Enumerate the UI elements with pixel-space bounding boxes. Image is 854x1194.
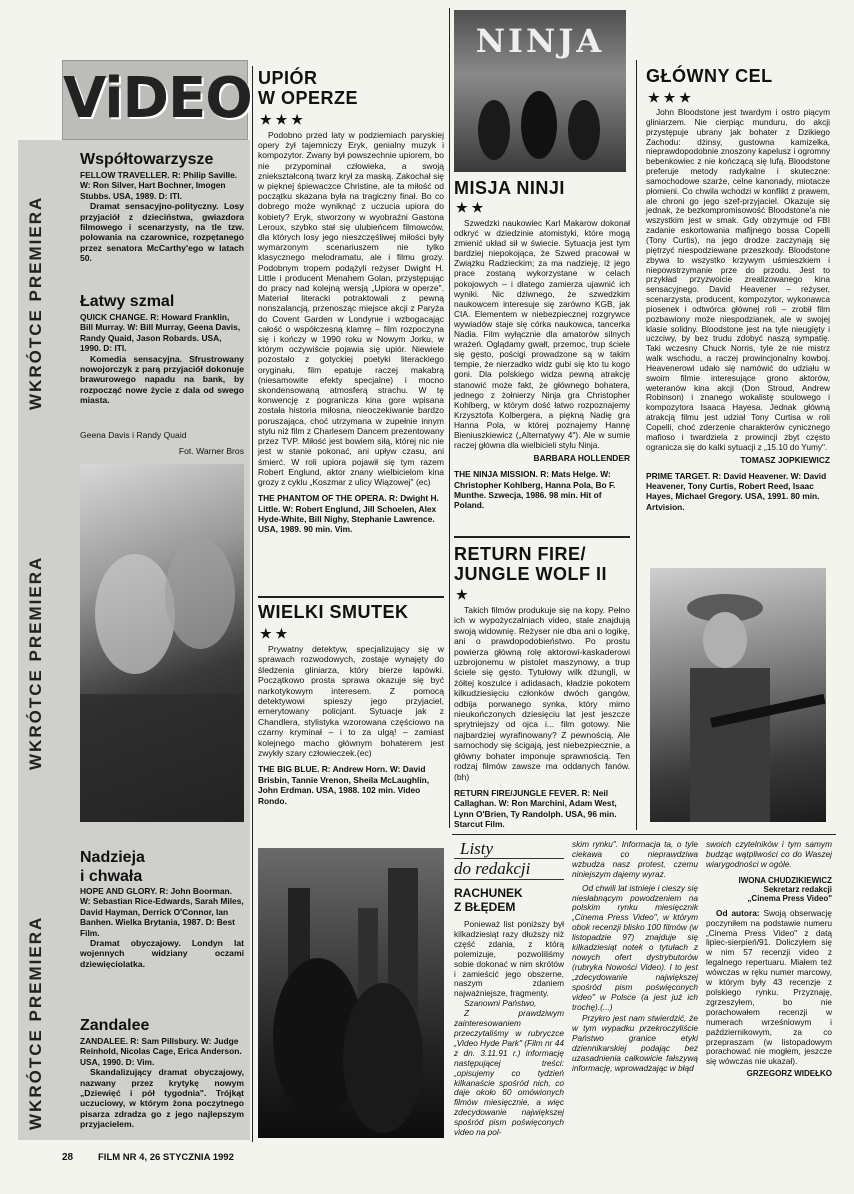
author-reply-label: Od autora:: [716, 907, 760, 918]
review-text: Szwedzki naukowiec Karl Makarow dokonał odkryć w dziedzinie atomistyki, które mogą zmienić układ sił w świecie. Sytuacja jest tym bardziej niepokojąca, że Szwed pracował w Związku Radzieckim; za ma nadzieję, iż jego prace zostaną wykorzystane w celach pokojowych – i dlatego zamierza ujawnić ich wyniki. Nic dziwnego, że szwedzkim naukowcem interesuje się zarówno KGB, jak CIA. Elementem w niebezpiecznej rozgrywce wywiadów staje się córka naukowca, tancerka Nadia. Film wyłącznie dla amatorów silnych wrażeń. Oglądamy gwałt, przemoc, trup ściele się gęsto, pościgi prowadzone są w takim tempie, że nierzadko widz gubi się kto tu kogo goni. Dla polskiego widza pewną atrakcję stanowić może fakt, że głównego bohatera, jednego z żołnierzy Ninja gra Christopher Kohlberg, w którym dość łatwo rozpoznajemy Krzysztofa Kolbergera, a piękną Nadię gra Hanna Pola, w której poznajemy Hannę Bieniuszkiewicz („Alternatywy 4"). Ale w sumie raczej główna dla wielbicieli stylu Ninja.: [454, 218, 630, 451]
photo-gunman: [650, 568, 826, 822]
review-credits: RETURN FIRE/JUNGLE FEVER. R: Neil Callaghan. W: Ron Marchini, Adam West, Lynn O'Brien, Ty Randolph. USA, 96 min. Starcut Film.: [454, 787, 617, 830]
film-credits: ZANDALEE. R: Sam Pillsbury. W: Judge Reinhold, Nicolas Cage, Erica Anderson. USA, 1990. D: Vim.: [80, 1036, 242, 1067]
review-title: WIELKI SMUTEK: [258, 602, 409, 622]
poster-ninja-mission: [454, 10, 626, 172]
review-title: MISJA NINJI: [454, 178, 565, 198]
review-title: GŁÓWNY CEL: [646, 66, 773, 86]
film-title: Zandalee: [80, 1017, 150, 1034]
letter-intro: Ponieważ list poniższy był kilkadziesiąt razy dłuższy niż część zdania, z którą polemizuje, pozwoliliśmy sobie dokonać w nim skrótów i zamieścić jego obszerne, naszym zdaniem najważniejsze, fragmenty.: [454, 919, 564, 999]
review-title-line2: JUNGLE WOLF II: [454, 564, 607, 584]
review-title-line1: RETURN FIRE/: [454, 544, 586, 564]
rating-stars: ★★: [456, 200, 488, 215]
video-logo-text: ViDEO: [63, 66, 252, 131]
review-upior-w-operze: [258, 68, 444, 535]
review-author: BARBARA HOLLENDER: [533, 453, 630, 464]
page-number: 28: [62, 1152, 74, 1163]
letter-column-3: [706, 840, 832, 1078]
review-title-line2: W OPERZE: [258, 88, 359, 108]
letter-body-4: Przykro jest nam stwierdzić, że w tym wypadku przekroczyliście Państwo granice etyki dziennikarskiej podając bez uzasadnienia całkowicie fałszywą informację, wprowadzając w błąd: [572, 1013, 698, 1073]
column-divider: [449, 8, 450, 828]
film-text: Komedia sensacyjna. Sfrustrowany nowojorczyk z parą przyjaciół dokonuje brawurowego napadu na bank, by rozpocząć nowe życie z dala od swego miasta.: [80, 353, 244, 406]
review-text: John Bloodstone jest twardym i ostro piącym gliniarzem. Nie cierpiąc munduru, do akcji przystępuje ubrany jak bohater z Dzikiego Zachodu: dżinsy, gustowna kamizelka, nieprawdopodobnie znoszony kapelusz i ogromny bebenkowiec z nie kończącą się lufą. Bloodstone preferuje metody radykalne i skuteczne: samochodowe szarże, celne kanonady, miotacze płomieni. Co chwila wchodzi w konflikt z prawem, ale chroni go jego szef-przyjaciel. Okazuje się jednak, że bezkompromisowość Bloodstone'a nie wszystkim jest w smak. Gdy otrzymuje od FBI zadanie eskortowania mafijnego bossa Copelli (Tony Curtis), na jego drodze zaczynają się piętrzyć niespodziewane przeszkody. Bloodstone zbywa to wszystko krzywym uśmieszkiem i niepowstrzymanie prze do przodu. Jest to przykład przyzwoicie zrealizowanego kina sensacyjnego. David Heavener – reżyser, scenarzysta, producent, kompozytor, wykonawca piosenek i odtwórca głównej roli – zrobił film pozbawiony może niespodzianek, ale w swojej klasie solidny. Bloodstone jest na tyle nieugięty i uczciwy, by bez trudu zdobyć naszą sympatię. Taki wczesny Chuck Norris, tyle że nie mistrz walk wschodu, a raczej prowincjonalny kowboj. Heavenerowi udało się namówić do udziału w swoim filmie interesujące grono aktorów, weteranów kina akcji (Don Stroud, Andrew Robinson) i znanego wokalistę soulowego i kompozytora Isaaca Hayesa. Jednak główną atrakcją filmu jest udział Tony Curtisa w roli Copelli, choć zderzenie charakterów cynicznego mafioso i twardziela z prowincji zbyt często ogranicza się do kalki sytuacji z „15.10 do Yumy".: [646, 107, 830, 452]
film-title-line1: Nadzieja: [80, 849, 145, 866]
film-credits: HOPE AND GLORY. R: John Boorman. W: Sebastian Rice-Edwards, Sarah Miles, David Hayman, Derrick O'Connor, Ian Banhen. Wielka Brytania, 1987. D: Best Film.: [80, 886, 244, 938]
film-credits: FELLOW TRAVELLER. R: Philip Saville. W: Ron Silver, Hart Bochner, Imogen Stubbs. USA, 1989. D: ITI.: [80, 170, 238, 201]
letter-body-5: swoich czytelników i tym samym budząc wątpliwości co do Waszej wiarygodności w ogóle.: [706, 839, 832, 869]
video-logo: [62, 60, 252, 140]
side-banner-3: WKRÓTCE PREMIERA: [26, 915, 45, 1130]
review-credits: PRIME TARGET. R: David Heavener. W: David Heavener, Tony Curtis, Robert Reed, Isaac Hayes, Michael Gregory. USA, 1991. 80 min. Artvision.: [646, 470, 827, 512]
column-divider: [636, 60, 637, 830]
letter-body-2: skim rynku". Informacja ta, o tyle ciekawa co nieprawdziwa wzbudza nasz protest, czemu niniejszym dajemy wyraz.: [572, 839, 698, 879]
photo-city-skyline: [258, 848, 444, 1138]
letter-body-1: Z prawdziwym zainteresowaniem przeczytaliśmy w rubryczce „Video Hyde Park" (Film nr 44 z dn. 3.11.91 r.) informację następującej treści: „opisujemy co tydzień kilkanaście spośród nich, co daje około 60 omówionych filmów miesięcznie, a więc zdecydowanie największej spośród pism poświęconych video na pol-: [454, 1008, 564, 1138]
film-credits: QUICK CHANGE. R: Howard Franklin, Bill Murray. W: Bill Murray, Geena Davis, Randy Quaid, Jason Robards. USA, 1990. D: ITI.: [80, 312, 241, 354]
side-banner-2: WKRÓTCE PREMIERA: [26, 555, 45, 770]
review-text: Podobno przed laty w podziemiach paryskiej opery żył tajemniczy Eryk, genialny muzyk i kompozytor. Zwany był powszechnie upiorem, bo nie przypominał człowieka, a swoją zniekształconą twarz krył za maską. Zakochał się w pięknej śpiewaczce Christine, ale ta miłość od początku skazana była na tragiczny finał. Bo co dobrego może wyniknąć z uczucia upiora do kobiety? Eryk, stworzony w wyobraźni Gastona Leroux, szybko stał się ulubieńcem filmowców, dla których losy jego nieszczęśliwej miłości były wymarzonym scenariuszem nie tylko klasycznego melodramatu, ale i filmu grozy. Podobnym tropem podążyli reżyser Dwight H. Little i producent Menahem Golan, przystępując do pracy nad kolejną wersją „Upiora w operze". Materiał literacki potraktowali z pewną nonszalancją, przenosząc miejsce akcji z Paryża do Covent Garden w Londynie i wzbogacając całość o współczesną klamrę – film rozpoczyna się i kończy w 1990 roku w Nowym Jorku, w którym oczywiście pojawia się upiór. Niewiele pozostało z gotyckiej poetyki literackiego oryginału, film epatuje raczej makabrą (niesamowite efekty specjalne) i mocno skondensowaną atmosferą strachu. W tę konwencję z pogranicza kina gore wpisana została historia miłosna, nieoczekiwanie bardzo poruszająca, choć utrzymana w zupełnie innym stylu niż film z Charlesem Dancem prezentowany przez TVP. Miłość jest bowiem siłą, której nic nie jest w stanie pokonać, ani upływ czasu, ani śmierć. W roli upiora pojawił się tym razem Robert Englund, aktor znany wielbicielom kina grozy z cyklu „Koszmar z ulicy Wiązowej" (ec): [258, 130, 444, 487]
column-divider: [252, 66, 253, 1142]
film-title: Współtowarzysze: [80, 151, 214, 168]
review-glowny-cel: [646, 66, 830, 512]
film-title: Łatwy szmal: [80, 293, 175, 310]
rating-stars: ★★: [260, 626, 292, 641]
side-banner-1: WKRÓTCE PREMIERA: [26, 195, 45, 410]
letters-header: [454, 840, 564, 1138]
film-text: Dramat obyczajowy. Londyn lat wojennych widziany oczami dziewięciolatka.: [80, 938, 244, 969]
film-wspoltowarzysze: [80, 150, 244, 264]
author-signature: GRZEGORZ WIDEŁKO: [746, 1069, 832, 1079]
review-text: Prywatny detektyw, specjalizujący się w sprawach rozwodowych, zostaje wynajęty do śledzenia gliniarza, który bierze łapówki. Początkowo prosta sprawa okazuje się być narkotykowym interesem. Z pomocą detektywowi spieszy jego przyjaciel, emerytowany policjant. Sytuacje jak z Chandlera, stylistyka wzorowana częściowo na czarny kryminał – i to za ulgą! – zamiast kolejnego macho głównym bohaterem jest zwykły szary człowieczek.(ec): [258, 644, 444, 759]
issue-info: FILM NR 4, 26 STYCZNIA 1992: [98, 1152, 234, 1163]
review-title-line1: UPIÓR: [258, 68, 318, 88]
rating-stars: ★★★: [648, 90, 695, 105]
letters-header-line1: Listy: [454, 840, 564, 859]
photo-big-blue: [258, 848, 444, 1138]
film-text: Skandalizujący dramat obyczajowy, nazwany przez krytykę nowym „Dziewięć i pół tygodnia". Trójkąt uczuciowy, w którym żona poczytnego pisarza zdradza go z jego najlepszym przyjacielem.: [80, 1067, 244, 1130]
review-misja-ninji: [454, 178, 630, 511]
rating-stars: ★: [456, 587, 472, 602]
review-author: TOMASZ JOPKIEWICZ: [740, 454, 830, 465]
review-credits: THE NINJA MISSION. R: Mats Helge. W: Christopher Kohlberg, Hanna Pola, Bo F. Munthe. Szwecja, 1986. 98 min. Hit of Poland.: [454, 469, 616, 511]
review-wielki-smutek: [258, 602, 444, 806]
poster-title: NINJA: [475, 22, 605, 60]
rating-stars: ★★★: [260, 112, 307, 127]
poster-figures: [454, 10, 626, 172]
film-text: Dramat sensacyjno-polityczny. Losy przyjaciół z dzieciństwa, gwiazdora filmowego i scenarzysty, na tle tzw. polowania na czarownice, rozpętanego przez senatora McCarthy'ego w latach 50.: [80, 201, 244, 264]
photo-credit: Fot. Warner Bros: [178, 446, 244, 456]
photo-caption: Geena Davis i Randy Quaid: [80, 430, 187, 440]
film-title-line2: i chwała: [80, 868, 143, 885]
section-rule: [452, 834, 836, 835]
photo-figures: [80, 464, 244, 822]
review-return-fire: [454, 544, 630, 830]
review-text: Takich filmów produkuje się na kopy. Pełno ich w wypożyczalniach video, stale znajdują swoją widownię. Reżyser nie dba ani o logikę, ani o prawdopodobieństwo. Po prostu powierza główną rolę aktorowi-kaskaderowi uzbrojonemu w pistolet maszynowy, a trup ściele się gęsto. Tytułowy wilk dżungli, w żółtej koszulce i adidasach, kładzie pokotem kilkudziesięciu członków dwóch gangów, odbija porwanego synka, który mimo nieukończonych dziesięciu lat jest jeszcze sprytniejszy od ojca i... film gotowy. Nie najbardziej wyrafinowany? Z pewnością. Ale samochody się ścigają, jest niebezpiecznie, a główny bohater imponuje sprawnością. Ten rodzaj filmów zawsze ma oddanych fanów. (bh): [454, 605, 630, 782]
section-rule: [258, 596, 444, 598]
letter-signature-org: „Cinema Press Video": [747, 893, 832, 903]
photo-prime-target: [650, 568, 826, 822]
letter-column-2: [572, 840, 698, 1074]
film-nadzieja-i-chwala: [80, 848, 244, 969]
author-reply-text: Swoją obserwację poczyniłem na podstawie numeru „Cinema Press Video" z datą lipiec-sierpień/91. Doliczyłem się w nim 57 recenzji video z legalnego repertuaru. Miałem też wówczas w ręku numer marcowy, w którym były 43 recenzje z polskiego rynku. Przyznaję, zgrzeszyłem, bo nie porachowałem recenzji w numerach wrześniowym i październikowym, za co przepraszam (w listopadowym porachować nie mogłem, jeszcze się wówczas nie ukazał).: [706, 907, 833, 1067]
letter-title-line1: RACHUNEK: [454, 886, 523, 900]
author-reply: [706, 909, 832, 1068]
letter-signature-role: Sekretarz redakcji: [763, 884, 832, 894]
letter-body-3: Od chwili lat istnieje i cieszy się niesłabnącym powodzeniem na polskim rynku miesięcznik „Cinema Press Video", w którym obok recenzji blisko 100 filmów (w listopadzie 97) znajduje się kilkadziesiąt notek o tytułach z nowych ofert dystrybutorów (rubryka Nowości Video). I to jest „zdecydowanie największej spośród pism poświęconych video" w Polsce (a jest już ich trochę).(...): [572, 882, 698, 1012]
section-rule: [454, 536, 630, 538]
letter-greeting: Szanowni Państwo,: [464, 998, 537, 1009]
film-zandalee: [80, 1016, 244, 1130]
review-credits: THE BIG BLUE. R: Andrew Horn. W: David Brisbin, Tannie Vrenon, Sheila McLaughlin, John Erdman. USA, 1988. 102 min. Video Rondo.: [258, 764, 430, 806]
letter-signature-name: IWONA CHUDZIKIEWICZ: [738, 875, 832, 885]
letter-title-line2: Z BŁĘDEM: [454, 900, 516, 914]
letters-header-line2: do redakcji: [454, 859, 564, 880]
review-credits: THE PHANTOM OF THE OPERA. R: Dwight H. Little. W: Robert Englund, Jill Schoelen, Alex Hyde-White, Bill Nighy, Stephanie Lawrence. USA, 1989. 90 min. Vim.: [258, 493, 439, 535]
film-latwy-szmal: [80, 292, 244, 406]
photo-geena-davis-randy-quaid: [80, 464, 244, 822]
